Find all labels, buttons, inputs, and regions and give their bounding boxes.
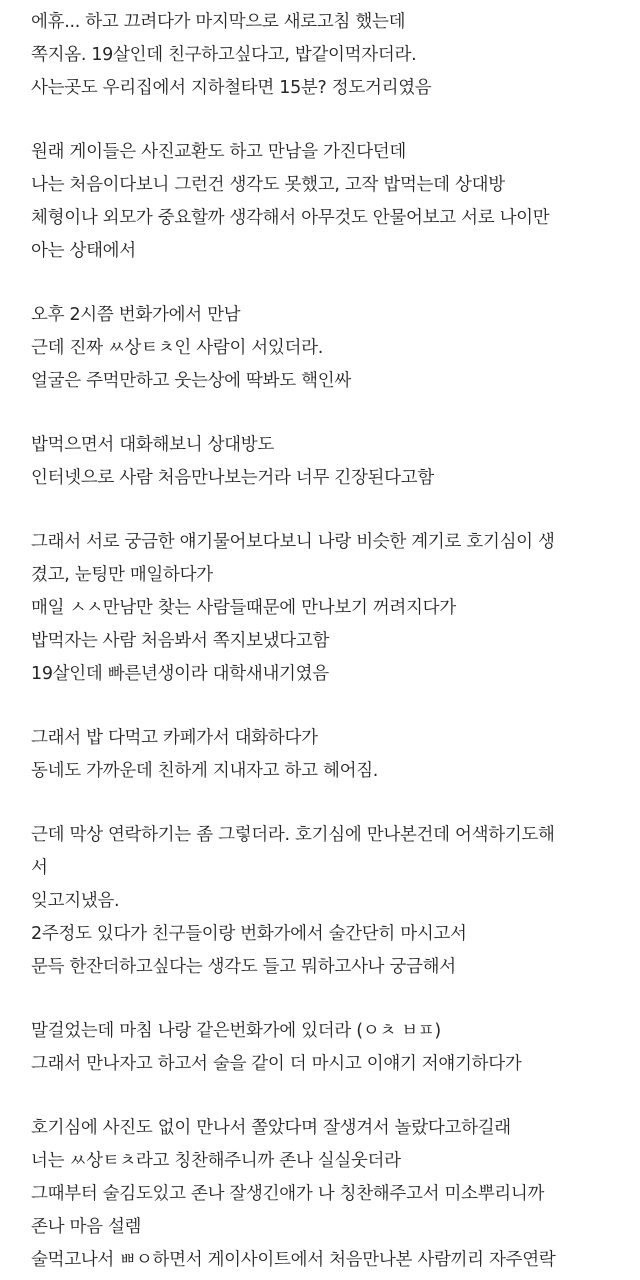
text-line: 동네도 가까운데 친하게 지내자고 하고 헤어짐. (31, 761, 379, 781)
text-line: 근데 막상 연락하기는 좀 그렇더라. 호기심에 만나본건데 어색하기도해 (31, 825, 555, 845)
paragraph-6 (31, 722, 640, 788)
text-line: 너는 ㅆ상ㅌㅊ라고 칭찬해주니까 존나 실실웃더라 (31, 1151, 401, 1171)
text-line: 그래서 서로 궁금한 얘기물어보다보니 나랑 비슷한 계기로 호기심이 생 (31, 532, 555, 552)
text-line: 밥먹자는 사람 처음봐서 쪽지보냈다고함 (31, 631, 330, 651)
text-line: 얼굴은 주먹만하고 웃는상에 딱봐도 핵인싸 (31, 371, 351, 391)
text-line: 에휴... 하고 끄려다가 마지막으로 새로고침 했는데 (31, 12, 406, 32)
text-line: 겼고, 눈팅만 매일하다가 (31, 565, 213, 585)
text-line: 2주정도 있다가 친구들이랑 번화가에서 술간단히 마시고서 (31, 924, 467, 944)
text-line: 근데 진짜 ㅆ상ㅌㅊ인 사람이 서있더라. (31, 338, 323, 358)
text-line: 그래서 밥 다먹고 카페가서 대화하다가 (31, 728, 318, 748)
text-line: 서 (31, 858, 48, 878)
paragraph-2 (31, 136, 640, 268)
text-line: 아는 상태에서 (31, 241, 136, 261)
text-line: 체형이나 외모가 중요할까 생각해서 아무것도 안물어보고 서로 나이만 (31, 208, 550, 228)
text-line: 말걸었는데 마침 나랑 같은번화가에 있더라 (ㅇㅊ ㅂㅍ) (31, 1021, 441, 1041)
text-line: 오후 2시쯤 번화가에서 만남 (31, 305, 241, 325)
text-line: 술먹고나서 ㅃㅇ하면서 게이사이트에서 처음만나본 사람끼리 자주연락 (31, 1250, 556, 1270)
text-line: 인터넷으로 사람 처음만나보는거라 너무 긴장된다고함 (31, 468, 434, 488)
text-line: 사는곳도 우리집에서 지하철타면 15분? 정도거리였음 (31, 78, 432, 98)
text-line: 매일 ㅅㅅ만남만 찾는 사람들때문에 만나보기 꺼려지다가 (31, 598, 456, 618)
text-line: 호기심에 사진도 없이 만나서 쫄았다며 잘생겨서 놀랐다고하길래 (31, 1118, 511, 1138)
text-line: 밥먹으면서 대화해보니 상대방도 (31, 435, 274, 455)
text-line: 존나 마음 설렘 (31, 1217, 142, 1237)
text-line: 쪽지옴. 19살인데 친구하고싶다고, 밥같이먹자더라. (31, 45, 417, 65)
paragraph-7 (31, 819, 640, 984)
paragraph-4 (31, 429, 640, 495)
paragraph-8 (31, 1015, 640, 1081)
text-line: 그래서 만나자고 하고서 술을 같이 더 마시고 이얘기 저얘기하다가 (31, 1054, 522, 1074)
text-line: 나는 처음이다보니 그런건 생각도 못했고, 고작 밥먹는데 상대방 (31, 175, 505, 195)
text-line: 문득 한잔더하고싶다는 생각도 들고 뭐하고사나 궁금해서 (31, 957, 456, 977)
paragraph-3 (31, 299, 640, 398)
text-line: 원래 게이들은 사진교환도 하고 만남을 가진다던데 (31, 142, 407, 162)
paragraph-1 (31, 6, 640, 105)
paragraph-5 (31, 526, 640, 691)
text-line: 잊고지냈음. (31, 891, 120, 911)
text-line: 19살인데 빠른년생이라 대학새내기였음 (31, 664, 329, 684)
paragraph-9 (31, 1112, 640, 1277)
text-line: 그때부터 술김도있고 존나 잘생긴애가 나 칭찬해주고서 미소뿌리니까 (31, 1184, 545, 1204)
